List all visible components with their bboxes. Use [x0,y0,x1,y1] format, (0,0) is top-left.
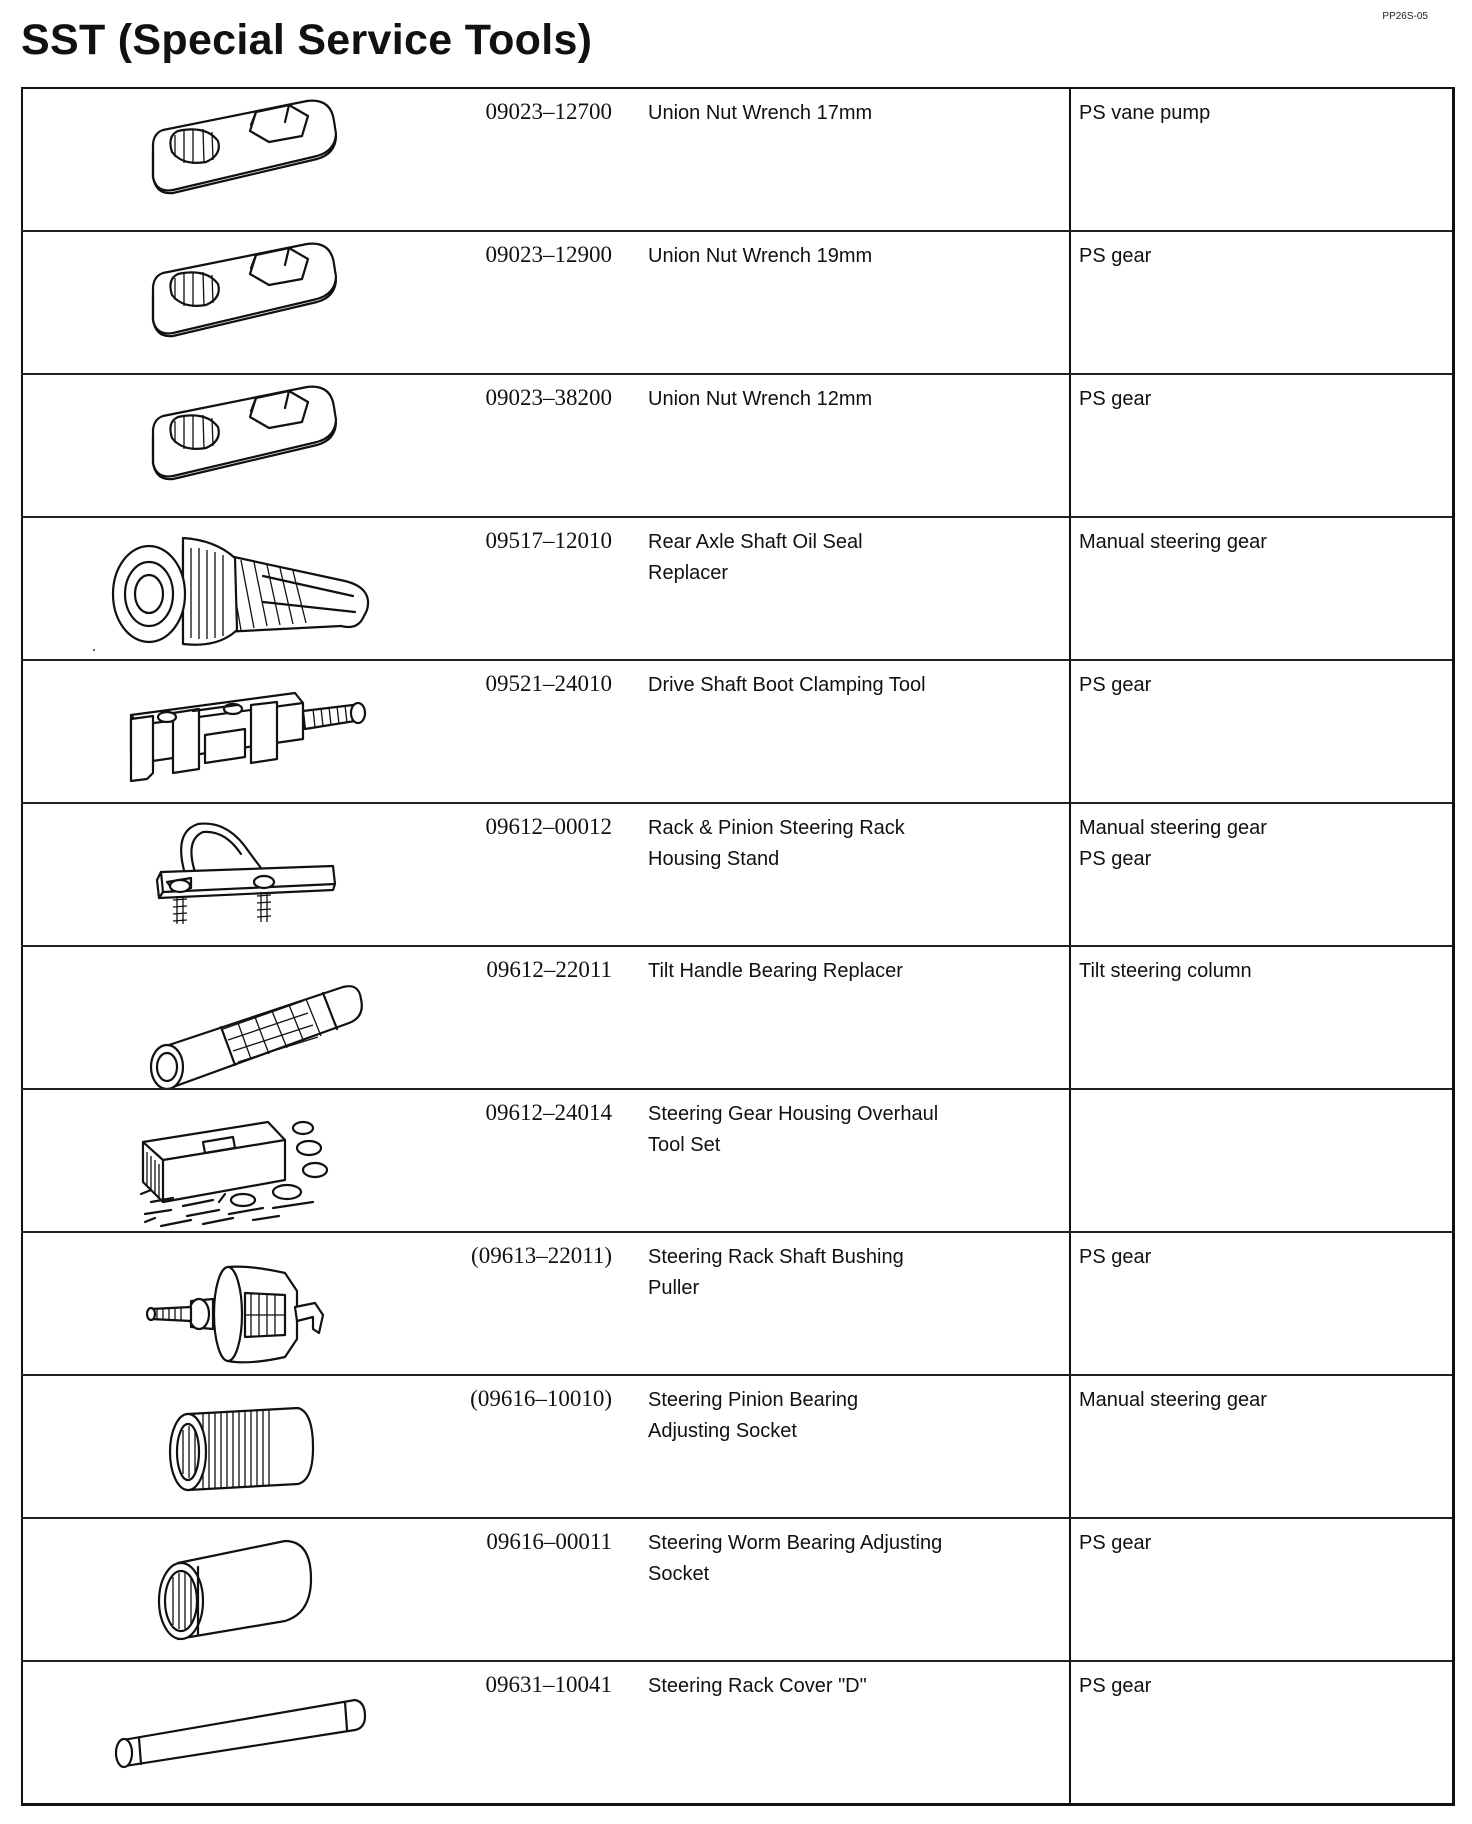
tool-illustration-cell [22,1232,432,1375]
tool-name [618,660,1070,803]
tool-name-line: Replacer [648,562,729,584]
tool-name-line: Steering Rack Cover "D" [648,1675,867,1697]
tool-usage-line: PS gear [1079,1675,1152,1697]
tool-usage-line: Manual steering gear [1079,817,1267,839]
union-nut-wrench-icon [23,89,433,230]
part-number: 09023–12900 [432,231,618,374]
part-number: (09616–10010) [432,1375,618,1518]
tool-illustration-cell [22,517,432,660]
tool-row [22,374,1453,517]
tool-row [22,660,1453,803]
part-number: (09613–22011) [432,1232,618,1375]
tool-illustration-cell [22,1089,432,1232]
tool-name-line: Socket [648,1563,710,1585]
tool-usage-line: PS gear [1079,388,1152,410]
tool-usage [1070,660,1453,803]
tool-row [22,517,1453,660]
part-number: 09616–00011 [432,1518,618,1661]
tool-illustration-cell [22,946,432,1089]
tool-row [22,1232,1453,1375]
union-nut-wrench-icon [23,375,433,516]
tool-illustration-cell [22,231,432,374]
tool-name [618,803,1070,946]
tool-usage-line: PS vane pump [1079,102,1211,124]
tool-usage [1070,1518,1453,1661]
tool-usage-line: Manual steering gear [1079,531,1267,553]
tool-usage-line: PS gear [1079,674,1152,696]
bushing-puller-icon [23,1233,433,1374]
tool-row [22,1089,1453,1232]
tool-illustration-cell [22,88,432,231]
tool-usage [1070,803,1453,946]
tool-row [22,88,1453,231]
worm-socket-icon [23,1519,433,1660]
tool-usage [1070,231,1453,374]
tool-name-line: Drive Shaft Boot Clamping Tool [648,674,926,696]
tool-usage [1070,1661,1453,1804]
document-reference: PP26S-05 [1382,11,1428,22]
tool-usage-line: Tilt steering column [1079,960,1252,982]
tool-illustration-cell [22,660,432,803]
rack-cover-bar-icon [23,1662,433,1803]
tool-name-line: Steering Worm Bearing Adjusting [648,1532,943,1554]
tool-name-line: Union Nut Wrench 19mm [648,245,873,267]
union-nut-wrench-icon [23,232,433,373]
tool-name [618,946,1070,1089]
tool-name [618,88,1070,231]
tool-illustration-cell [22,1375,432,1518]
tool-usage-line: PS gear [1079,848,1152,870]
tool-name-line: Steering Pinion Bearing [648,1389,859,1411]
tool-name-line: Tilt Handle Bearing Replacer [648,960,903,982]
tool-name-line: Steering Rack Shaft Bushing [648,1246,904,1268]
tool-usage [1070,88,1453,231]
page-title: SST (Special Service Tools) [21,16,593,64]
oil-seal-replacer-icon [23,518,433,659]
tool-name [618,374,1070,517]
part-number: 09521–24010 [432,660,618,803]
tool-name-line: Union Nut Wrench 17mm [648,102,873,124]
tool-row [22,231,1453,374]
tool-name [618,1375,1070,1518]
tool-usage-line: PS gear [1079,245,1152,267]
tool-name [618,231,1070,374]
bearing-replacer-icon [23,947,433,1088]
tool-usage-line: Manual steering gear [1079,1389,1267,1411]
boot-clamping-tool-icon [23,661,433,802]
tool-name-line: Adjusting Socket [648,1420,797,1442]
tool-usage-line: PS gear [1079,1532,1152,1554]
tool-row [22,946,1453,1089]
tool-usage [1070,1089,1453,1232]
part-number: 09612–22011 [432,946,618,1089]
tool-illustration-cell [22,1518,432,1661]
tool-illustration-cell [22,803,432,946]
tool-usage [1070,374,1453,517]
tool-name-line: Steering Gear Housing Overhaul [648,1103,939,1125]
part-number: 09023–12700 [432,88,618,231]
tool-row [22,1518,1453,1661]
part-number: 09612–24014 [432,1089,618,1232]
tool-name [618,1518,1070,1661]
housing-stand-icon [23,804,433,945]
pinion-socket-icon [23,1376,433,1517]
tool-row [22,1375,1453,1518]
tool-name-line: Housing Stand [648,848,780,870]
sst-table [21,87,1455,1806]
tool-usage [1070,946,1453,1089]
part-number: 09631–10041 [432,1661,618,1804]
tool-name [618,1232,1070,1375]
tool-row [22,803,1453,946]
part-number: 09023–38200 [432,374,618,517]
tool-name-line: Union Nut Wrench 12mm [648,388,873,410]
tool-name [618,1661,1070,1804]
tool-name-line: Puller [648,1277,700,1299]
tool-name-line: Tool Set [648,1134,721,1156]
tool-usage-line: PS gear [1079,1246,1152,1268]
part-number: 09517–12010 [432,517,618,660]
tool-name [618,1089,1070,1232]
tool-usage [1070,1375,1453,1518]
tool-usage [1070,517,1453,660]
tool-name-line: Rear Axle Shaft Oil Seal [648,531,863,553]
tool-usage [1070,1232,1453,1375]
tool-illustration-cell [22,1661,432,1804]
tool-name [618,517,1070,660]
tool-illustration-cell [22,374,432,517]
overhaul-tool-set-icon [23,1090,433,1231]
tool-name-line: Rack & Pinion Steering Rack [648,817,905,839]
part-number: 09612–00012 [432,803,618,946]
tool-row [22,1661,1453,1804]
